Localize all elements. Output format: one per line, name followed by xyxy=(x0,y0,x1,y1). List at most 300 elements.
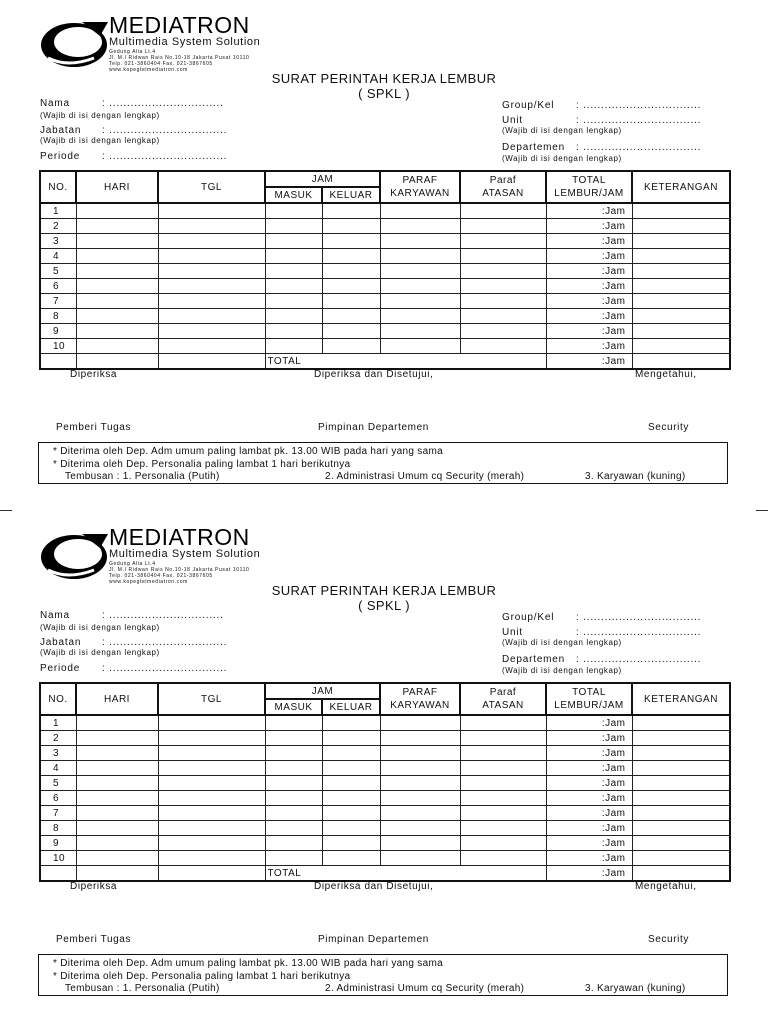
header-paraf-atasan-line2: ATASAN xyxy=(482,700,524,711)
cell-hari[interactable] xyxy=(76,264,158,279)
nama-hint: (Wajib di isi dengan lengkap) xyxy=(40,623,160,632)
cell-keterangan[interactable] xyxy=(632,324,730,339)
cell-keterangan[interactable] xyxy=(632,219,730,234)
cell-keluar[interactable] xyxy=(322,791,380,806)
table-row xyxy=(40,851,730,866)
cell-tgl[interactable] xyxy=(158,203,265,219)
cell-keluar[interactable] xyxy=(322,234,380,249)
cell-keterangan[interactable] xyxy=(632,715,730,731)
table-row xyxy=(40,203,730,219)
header-masuk: MASUK xyxy=(265,187,322,203)
jabatan-field[interactable] xyxy=(40,637,228,648)
cell-tgl[interactable] xyxy=(158,249,265,264)
cell-masuk[interactable] xyxy=(265,806,322,821)
cell-paraf-atasan[interactable] xyxy=(460,836,546,851)
document-title: SURAT PERINTAH KERJA LEMBUR xyxy=(271,583,497,598)
cell-paraf-atasan[interactable] xyxy=(460,294,546,309)
cell-paraf-atasan[interactable] xyxy=(460,731,546,746)
total-jam[interactable]: :Jam xyxy=(546,354,632,370)
cell-paraf-atasan[interactable] xyxy=(460,776,546,791)
address-line: Jl. M.I Ridwan Rais No.10-18 Jakarta Pusat 10110 xyxy=(109,567,250,573)
header-keterangan: KETERANGAN xyxy=(632,171,730,203)
cell-tgl[interactable] xyxy=(158,851,265,866)
cell-masuk[interactable] xyxy=(265,324,322,339)
jabatan-hint: (Wajib di isi dengan lengkap) xyxy=(40,648,160,657)
cell-masuk[interactable] xyxy=(265,203,322,219)
cell-paraf-karyawan[interactable] xyxy=(380,731,460,746)
cell-tgl[interactable] xyxy=(158,324,265,339)
cell-keterangan[interactable] xyxy=(632,264,730,279)
cell-total[interactable]: :Jam xyxy=(546,203,632,219)
cell-keluar[interactable] xyxy=(322,294,380,309)
table-row xyxy=(40,234,730,249)
cell-hari[interactable] xyxy=(76,731,158,746)
cell-tgl[interactable] xyxy=(158,761,265,776)
unit-label: Unit xyxy=(502,115,523,126)
group-label: Group/Kel xyxy=(502,100,555,111)
periode-dots: : ................................. xyxy=(102,663,228,674)
cell-total[interactable]: :Jam xyxy=(546,821,632,836)
header-hari: HARI xyxy=(76,171,158,203)
cell-masuk[interactable] xyxy=(265,731,322,746)
cell-paraf-karyawan[interactable] xyxy=(380,715,460,731)
group-field[interactable] xyxy=(502,612,702,623)
table-row xyxy=(40,761,730,776)
cell-total[interactable]: :Jam xyxy=(546,746,632,761)
mengetahui-label: Mengetahui, xyxy=(635,881,697,892)
jabatan-label: Jabatan xyxy=(40,637,82,648)
cell-no: 4 xyxy=(40,761,76,776)
cell-total[interactable]: :Jam xyxy=(546,776,632,791)
cell-total[interactable]: :Jam xyxy=(546,219,632,234)
table-row xyxy=(40,324,730,339)
cell-total[interactable]: :Jam xyxy=(546,279,632,294)
nama-field[interactable] xyxy=(40,98,224,109)
header-paraf-atasan xyxy=(460,683,546,715)
departemen-dots: : ................................. xyxy=(576,142,702,153)
cell-masuk[interactable] xyxy=(265,791,322,806)
cell-paraf-atasan[interactable] xyxy=(460,746,546,761)
cell-paraf-karyawan[interactable] xyxy=(380,821,460,836)
cell-paraf-atasan[interactable] xyxy=(460,324,546,339)
nama-hint: (Wajib di isi dengan lengkap) xyxy=(40,111,160,120)
cell-no: 8 xyxy=(40,821,76,836)
cell-tgl[interactable] xyxy=(158,339,265,354)
cell-total[interactable]: :Jam xyxy=(546,294,632,309)
cell-paraf-karyawan[interactable] xyxy=(380,264,460,279)
cell-keluar[interactable] xyxy=(322,821,380,836)
security-label: Security xyxy=(648,422,689,433)
cell-masuk[interactable] xyxy=(265,715,322,731)
cell-hari[interactable] xyxy=(76,761,158,776)
cell-total[interactable]: :Jam xyxy=(546,309,632,324)
cell-tgl[interactable] xyxy=(158,731,265,746)
periode-label: Periode xyxy=(40,151,81,162)
cell-keluar[interactable] xyxy=(322,309,380,324)
cell-masuk[interactable] xyxy=(265,821,322,836)
cell-paraf-karyawan[interactable] xyxy=(380,806,460,821)
address-line: www.kopegtelmediatron.com xyxy=(109,579,188,585)
header-total-line2: LEMBUR/JAM xyxy=(554,700,624,711)
pemberi-tugas-label: Pemberi Tugas xyxy=(56,422,132,433)
cell-masuk[interactable] xyxy=(265,851,322,866)
cell-keterangan[interactable] xyxy=(632,234,730,249)
total-cell-tgl xyxy=(158,866,265,882)
cell-total[interactable]: :Jam xyxy=(546,731,632,746)
cell-paraf-karyawan[interactable] xyxy=(380,249,460,264)
cell-hari[interactable] xyxy=(76,821,158,836)
cell-total[interactable]: :Jam xyxy=(546,264,632,279)
unit-field[interactable] xyxy=(502,115,702,126)
header-paraf-karyawan xyxy=(380,683,460,715)
tembusan-2: 2. Administrasi Umum cq Security (merah) xyxy=(325,983,525,994)
unit-hint: (Wajib di isi dengan lengkap) xyxy=(502,126,622,135)
cell-keterangan[interactable] xyxy=(632,791,730,806)
cell-keluar[interactable] xyxy=(322,279,380,294)
header-paraf-atasan-line2: ATASAN xyxy=(482,188,524,199)
cell-tgl[interactable] xyxy=(158,715,265,731)
disetujui-label: Diperiksa dan Disetujui, xyxy=(314,369,434,380)
cell-masuk[interactable] xyxy=(265,746,322,761)
cell-hari[interactable] xyxy=(76,836,158,851)
cell-paraf-karyawan[interactable] xyxy=(380,234,460,249)
unit-field[interactable] xyxy=(502,627,702,638)
cell-masuk[interactable] xyxy=(265,234,322,249)
cell-no: 2 xyxy=(40,731,76,746)
cell-total[interactable]: :Jam xyxy=(546,761,632,776)
table-row xyxy=(40,746,730,761)
cell-paraf-atasan[interactable] xyxy=(460,339,546,354)
cell-tgl[interactable] xyxy=(158,836,265,851)
cell-masuk[interactable] xyxy=(265,776,322,791)
cell-total[interactable]: :Jam xyxy=(546,339,632,354)
nama-label: Nama xyxy=(40,98,70,109)
cell-hari[interactable] xyxy=(76,851,158,866)
cell-no: 1 xyxy=(40,203,76,219)
cell-masuk[interactable] xyxy=(265,309,322,324)
cell-total[interactable]: :Jam xyxy=(546,715,632,731)
cell-tgl[interactable] xyxy=(158,219,265,234)
address-line: Jl. M.I Ridwan Rais No.10-18 Jakarta Pusat 10110 xyxy=(109,55,250,61)
cell-paraf-atasan[interactable] xyxy=(460,279,546,294)
cell-hari[interactable] xyxy=(76,776,158,791)
cell-tgl[interactable] xyxy=(158,791,265,806)
cell-keterangan[interactable] xyxy=(632,309,730,324)
cell-keluar[interactable] xyxy=(322,806,380,821)
header-jam: JAM xyxy=(265,171,380,187)
header-no: NO. xyxy=(40,683,76,715)
cell-no: 3 xyxy=(40,234,76,249)
cell-paraf-karyawan[interactable] xyxy=(380,836,460,851)
table-row xyxy=(40,836,730,851)
table-row xyxy=(40,264,730,279)
jabatan-field[interactable] xyxy=(40,125,228,136)
cell-no: 2 xyxy=(40,219,76,234)
form-copy-bottom xyxy=(0,512,768,1024)
address-line: www.kopegtelmediatron.com xyxy=(109,67,188,73)
header-jam: JAM xyxy=(265,683,380,699)
overtime-table xyxy=(39,170,731,370)
cell-paraf-karyawan[interactable] xyxy=(380,309,460,324)
cell-paraf-karyawan[interactable] xyxy=(380,279,460,294)
address-line: Telp. 021-3860404 Fax. 021-3867605 xyxy=(109,573,213,579)
cell-paraf-karyawan[interactable] xyxy=(380,746,460,761)
overtime-table xyxy=(39,682,731,882)
cell-paraf-atasan[interactable] xyxy=(460,821,546,836)
total-cell-tgl xyxy=(158,354,265,370)
header-total xyxy=(546,683,632,715)
cell-hari[interactable] xyxy=(76,294,158,309)
total-cell-hari xyxy=(76,354,158,370)
cell-keterangan[interactable] xyxy=(632,851,730,866)
periode-field[interactable] xyxy=(40,151,228,162)
cell-hari[interactable] xyxy=(76,309,158,324)
table-row xyxy=(40,219,730,234)
total-keterangan[interactable] xyxy=(632,866,730,882)
cell-keterangan[interactable] xyxy=(632,821,730,836)
table-row xyxy=(40,249,730,264)
header-keluar: KELUAR xyxy=(322,187,380,203)
cell-total[interactable]: :Jam xyxy=(546,249,632,264)
cell-keterangan[interactable] xyxy=(632,339,730,354)
departemen-field[interactable] xyxy=(502,142,702,153)
cell-paraf-atasan[interactable] xyxy=(460,219,546,234)
cell-hari[interactable] xyxy=(76,234,158,249)
cell-keluar[interactable] xyxy=(322,339,380,354)
header-hari: HARI xyxy=(76,683,158,715)
cell-hari[interactable] xyxy=(76,339,158,354)
cell-masuk[interactable] xyxy=(265,294,322,309)
cell-keterangan[interactable] xyxy=(632,761,730,776)
cell-paraf-karyawan[interactable] xyxy=(380,219,460,234)
pimpinan-label: Pimpinan Departemen xyxy=(318,422,429,433)
cell-masuk[interactable] xyxy=(265,219,322,234)
cell-no: 3 xyxy=(40,746,76,761)
header-total-line2: LEMBUR/JAM xyxy=(554,188,624,199)
document-subtitle: ( SPKL ) xyxy=(358,86,410,101)
cell-no: 5 xyxy=(40,264,76,279)
table-row xyxy=(40,279,730,294)
nama-dots: : ................................ xyxy=(102,610,224,621)
cell-tgl[interactable] xyxy=(158,776,265,791)
cell-keluar[interactable] xyxy=(322,836,380,851)
departemen-hint: (Wajib di isi dengan lengkap) xyxy=(502,666,622,675)
cell-no: 7 xyxy=(40,294,76,309)
header-no: NO. xyxy=(40,171,76,203)
document-subtitle: ( SPKL ) xyxy=(358,598,410,613)
cell-no: 4 xyxy=(40,249,76,264)
tembusan-3: 3. Karyawan (kuning) xyxy=(585,983,686,994)
nama-field[interactable] xyxy=(40,610,224,621)
cell-paraf-atasan[interactable] xyxy=(460,264,546,279)
cell-keterangan[interactable] xyxy=(632,836,730,851)
cell-hari[interactable] xyxy=(76,324,158,339)
diperiksa-label: Diperiksa xyxy=(70,881,118,892)
cell-paraf-karyawan[interactable] xyxy=(380,791,460,806)
cell-hari[interactable] xyxy=(76,249,158,264)
cell-hari[interactable] xyxy=(76,806,158,821)
cell-tgl[interactable] xyxy=(158,806,265,821)
cell-keterangan[interactable] xyxy=(632,731,730,746)
pemberi-tugas-label: Pemberi Tugas xyxy=(56,934,132,945)
periode-field[interactable] xyxy=(40,663,228,674)
cell-masuk[interactable] xyxy=(265,279,322,294)
cell-hari[interactable] xyxy=(76,746,158,761)
notes-box xyxy=(38,954,728,996)
nama-label: Nama xyxy=(40,610,70,621)
header-paraf-karyawan-line2: KARYAWAN xyxy=(390,188,450,199)
total-label: TOTAL xyxy=(265,354,546,370)
cell-total[interactable]: :Jam xyxy=(546,234,632,249)
cell-keluar[interactable] xyxy=(322,761,380,776)
cell-total[interactable]: :Jam xyxy=(546,806,632,821)
cell-tgl[interactable] xyxy=(158,264,265,279)
header-paraf-karyawan-line2: KARYAWAN xyxy=(390,700,450,711)
cell-paraf-atasan[interactable] xyxy=(460,203,546,219)
total-cell-no xyxy=(40,354,76,370)
cell-tgl[interactable] xyxy=(158,234,265,249)
cell-no: 1 xyxy=(40,715,76,731)
cell-keluar[interactable] xyxy=(322,324,380,339)
cell-paraf-atasan[interactable] xyxy=(460,791,546,806)
cell-keluar[interactable] xyxy=(322,715,380,731)
mengetahui-label: Mengetahui, xyxy=(635,369,697,380)
table-row xyxy=(40,309,730,324)
jabatan-dots: : ................................. xyxy=(102,125,228,136)
total-row xyxy=(40,866,730,882)
cell-tgl[interactable] xyxy=(158,746,265,761)
cell-paraf-karyawan[interactable] xyxy=(380,294,460,309)
cell-masuk[interactable] xyxy=(265,264,322,279)
cell-paraf-karyawan[interactable] xyxy=(380,339,460,354)
unit-label: Unit xyxy=(502,627,523,638)
tembusan-1: Tembusan : 1. Personalia (Putih) xyxy=(65,983,220,994)
cell-paraf-karyawan[interactable] xyxy=(380,776,460,791)
table-row xyxy=(40,821,730,836)
header-total xyxy=(546,171,632,203)
cell-no: 8 xyxy=(40,309,76,324)
cell-no: 9 xyxy=(40,836,76,851)
table-row xyxy=(40,791,730,806)
cell-masuk[interactable] xyxy=(265,339,322,354)
cell-total[interactable]: :Jam xyxy=(546,791,632,806)
brand-name: MEDIATRON xyxy=(109,524,250,550)
cell-hari[interactable] xyxy=(76,219,158,234)
jabatan-label: Jabatan xyxy=(40,125,82,136)
cell-no: 6 xyxy=(40,279,76,294)
mediatron-logo-icon xyxy=(38,530,110,582)
note-line-2: * Diterima oleh Dep. Personalia paling lambat 1 hari berikutnya xyxy=(53,459,351,470)
cell-no: 5 xyxy=(40,776,76,791)
cell-paraf-karyawan[interactable] xyxy=(380,203,460,219)
header-paraf-karyawan xyxy=(380,171,460,203)
mediatron-logo-icon xyxy=(38,18,110,70)
cell-paraf-atasan[interactable] xyxy=(460,309,546,324)
cell-paraf-karyawan[interactable] xyxy=(380,324,460,339)
header-keluar: KELUAR xyxy=(322,699,380,715)
cell-keluar[interactable] xyxy=(322,731,380,746)
cell-masuk[interactable] xyxy=(265,249,322,264)
disetujui-label: Diperiksa dan Disetujui, xyxy=(314,881,434,892)
cell-keluar[interactable] xyxy=(322,264,380,279)
brand-tagline: Multimedia System Solution xyxy=(109,36,261,48)
header-paraf-atasan-line1: Paraf xyxy=(489,687,517,698)
cell-paraf-atasan[interactable] xyxy=(460,806,546,821)
group-label: Group/Kel xyxy=(502,612,555,623)
departemen-field[interactable] xyxy=(502,654,702,665)
header-total-line1: TOTAL xyxy=(572,687,606,698)
table-row xyxy=(40,715,730,731)
cell-keterangan[interactable] xyxy=(632,806,730,821)
cell-tgl[interactable] xyxy=(158,309,265,324)
cell-tgl[interactable] xyxy=(158,294,265,309)
brand-tagline: Multimedia System Solution xyxy=(109,548,261,560)
cell-paraf-karyawan[interactable] xyxy=(380,761,460,776)
cell-keluar[interactable] xyxy=(322,203,380,219)
cell-hari[interactable] xyxy=(76,791,158,806)
cell-paraf-atasan[interactable] xyxy=(460,715,546,731)
header-paraf-karyawan-line1: PARAF xyxy=(402,175,438,186)
total-row xyxy=(40,354,730,370)
cell-hari[interactable] xyxy=(76,715,158,731)
group-dots: : ................................. xyxy=(576,612,702,623)
table-row xyxy=(40,806,730,821)
cell-masuk[interactable] xyxy=(265,761,322,776)
cell-keluar[interactable] xyxy=(322,249,380,264)
cell-keluar[interactable] xyxy=(322,776,380,791)
cell-total[interactable]: :Jam xyxy=(546,836,632,851)
cell-paraf-atasan[interactable] xyxy=(460,761,546,776)
document-title: SURAT PERINTAH KERJA LEMBUR xyxy=(271,71,497,86)
cell-total[interactable]: :Jam xyxy=(546,851,632,866)
cell-paraf-atasan[interactable] xyxy=(460,234,546,249)
cell-keluar[interactable] xyxy=(322,219,380,234)
note-line-1: * Diterima oleh Dep. Adm umum paling lambat pk. 13.00 WIB pada hari yang sama xyxy=(53,958,443,969)
cell-paraf-atasan[interactable] xyxy=(460,249,546,264)
total-keterangan[interactable] xyxy=(632,354,730,370)
group-dots: : ................................. xyxy=(576,100,702,111)
cell-keterangan[interactable] xyxy=(632,279,730,294)
cell-tgl[interactable] xyxy=(158,821,265,836)
cell-paraf-karyawan[interactable] xyxy=(380,851,460,866)
cell-keluar[interactable] xyxy=(322,851,380,866)
cell-hari[interactable] xyxy=(76,203,158,219)
cell-keterangan[interactable] xyxy=(632,776,730,791)
note-line-1: * Diterima oleh Dep. Adm umum paling lambat pk. 13.00 WIB pada hari yang sama xyxy=(53,446,443,457)
cell-keterangan[interactable] xyxy=(632,294,730,309)
cell-keluar[interactable] xyxy=(322,746,380,761)
cell-no: 10 xyxy=(40,339,76,354)
group-field[interactable] xyxy=(502,100,702,111)
cell-keterangan[interactable] xyxy=(632,203,730,219)
header-tgl: TGL xyxy=(158,683,265,715)
cell-tgl[interactable] xyxy=(158,279,265,294)
cell-total[interactable]: :Jam xyxy=(546,324,632,339)
table-row xyxy=(40,339,730,354)
security-label: Security xyxy=(648,934,689,945)
total-cell-no xyxy=(40,866,76,882)
address-line: Gedung Alia Lt.4 xyxy=(109,561,156,567)
cell-hari[interactable] xyxy=(76,279,158,294)
total-jam[interactable]: :Jam xyxy=(546,866,632,882)
cell-keterangan[interactable] xyxy=(632,249,730,264)
tembusan-1: Tembusan : 1. Personalia (Putih) xyxy=(65,471,220,482)
tembusan-3: 3. Karyawan (kuning) xyxy=(585,471,686,482)
cell-keterangan[interactable] xyxy=(632,746,730,761)
cell-paraf-atasan[interactable] xyxy=(460,851,546,866)
cell-masuk[interactable] xyxy=(265,836,322,851)
departemen-dots: : ................................. xyxy=(576,654,702,665)
